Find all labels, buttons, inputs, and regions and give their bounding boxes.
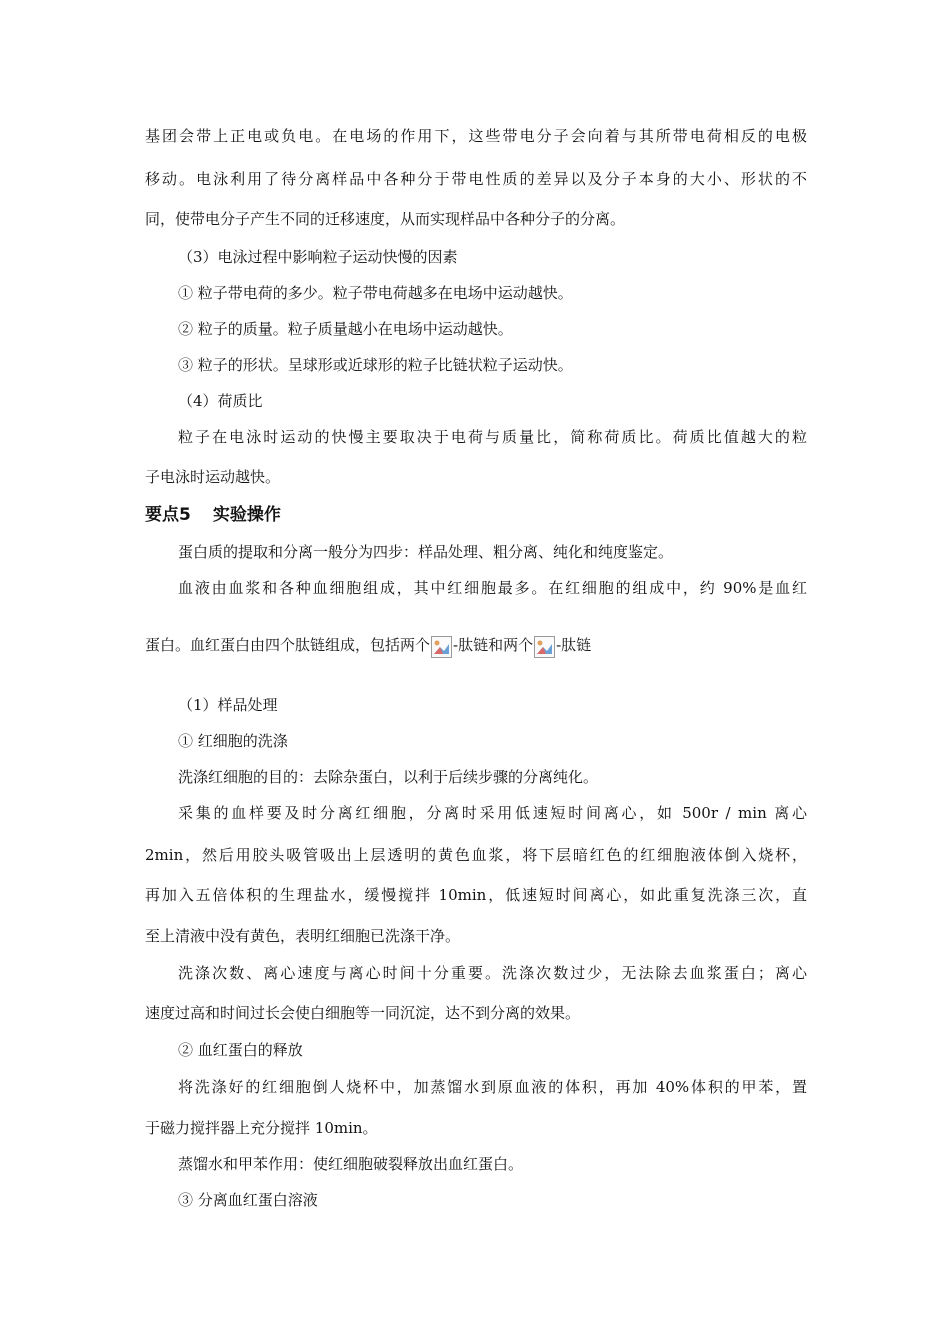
section-heading: [145, 500, 281, 525]
paragraph-line: 粒子在电泳时运动的快慢主要取决于电荷与质量比，简称荷质比。荷质比值越大的粒: [178, 428, 807, 446]
paragraph-line: 基团会带上正电或负电。在电场的作用下，这些带电分子会向着与其所带电荷相反的电极: [145, 127, 807, 145]
paragraph-line: 洗涤红细胞的目的：去除杂蛋白，以利于后续步骤的分离纯化。: [178, 768, 599, 786]
broken-image-icon: [431, 636, 452, 658]
list-item: ② 粒子的质量。粒子质量越小在电场中运动越快。: [178, 320, 513, 338]
paragraph-text: -肽链和两个: [453, 636, 534, 654]
paragraph-line: 速度过高和时间过长会使白细胞等一同沉淀，达不到分离的效果。: [145, 1004, 581, 1022]
paragraph-line: 至上清液中没有黄色，表明红细胞已洗涤干净。: [145, 927, 461, 945]
paragraph-line: 移动。电泳利用了待分离样品中各种分于带电性质的差异以及分子本身的大小、形状的不: [145, 170, 807, 188]
section-number: 要点5: [145, 505, 191, 525]
paragraph-text: -肽链: [556, 636, 592, 654]
paragraph-line: 血液由血浆和各种血细胞组成，其中红细胞最多。在红细胞的组成中，约 90%是血红: [178, 579, 807, 597]
paragraph-line: 洗涤次数、离心速度与离心时间十分重要。洗涤次数过少，无法除去血浆蛋白；离心: [178, 964, 807, 982]
paragraph-text: 蛋白。血红蛋白由四个肽链组成，包括两个: [145, 636, 431, 654]
subsection-heading: （4）荷质比: [178, 392, 263, 410]
paragraph-line: 于磁力搅拌器上充分搅拌 10min。: [145, 1119, 378, 1137]
list-item: ② 血红蛋白的释放: [178, 1041, 303, 1059]
paragraph-line: 蒸馏水和甲苯作用：使红细胞破裂释放出血红蛋白。: [178, 1155, 524, 1173]
paragraph-line: 蛋白质的提取和分离一般分为四步：样品处理、粗分离、纯化和纯度鉴定。: [178, 543, 674, 561]
list-item: ① 粒子带电荷的多少。粒子带电荷越多在电场中运动越快。: [178, 284, 573, 302]
paragraph-line: 2min，然后用胶头吸管吸出上层透明的黄色血浆，将下层暗红色的红细胞液体倒入烧杯，: [145, 846, 807, 864]
paragraph-line-with-images: [145, 634, 591, 658]
broken-image-icon: [534, 636, 555, 658]
paragraph-line: 子电泳时运动越快。: [145, 468, 281, 486]
paragraph-line: 将洗涤好的红细胞倒人烧杯中，加蒸馏水到原血液的体积，再加 40%体积的甲苯，置: [178, 1078, 807, 1096]
list-item: ① 红细胞的洗涤: [178, 732, 288, 750]
list-item: ③ 粒子的形状。呈球形或近球形的粒子比链状粒子运动快。: [178, 356, 573, 374]
paragraph-line: 同，使带电分子产生不同的迁移速度，从而实现样品中各种分子的分离。: [145, 210, 626, 228]
paragraph-line: 采集的血样要及时分离红细胞，分离时采用低速短时间离心，如 500r / min 离心: [178, 804, 807, 822]
section-title: 实验操作: [212, 505, 281, 525]
subsection-heading: （1）样品处理: [178, 696, 278, 714]
paragraph-line: 再加入五倍体积的生理盐水，缓慢搅拌 10min，低速短时间离心，如此重复洗涤三次，直: [145, 886, 807, 904]
subsection-heading: （3）电泳过程中影响粒子运动快慢的因素: [178, 248, 458, 266]
list-item: ③ 分离血红蛋白溶液: [178, 1191, 318, 1209]
